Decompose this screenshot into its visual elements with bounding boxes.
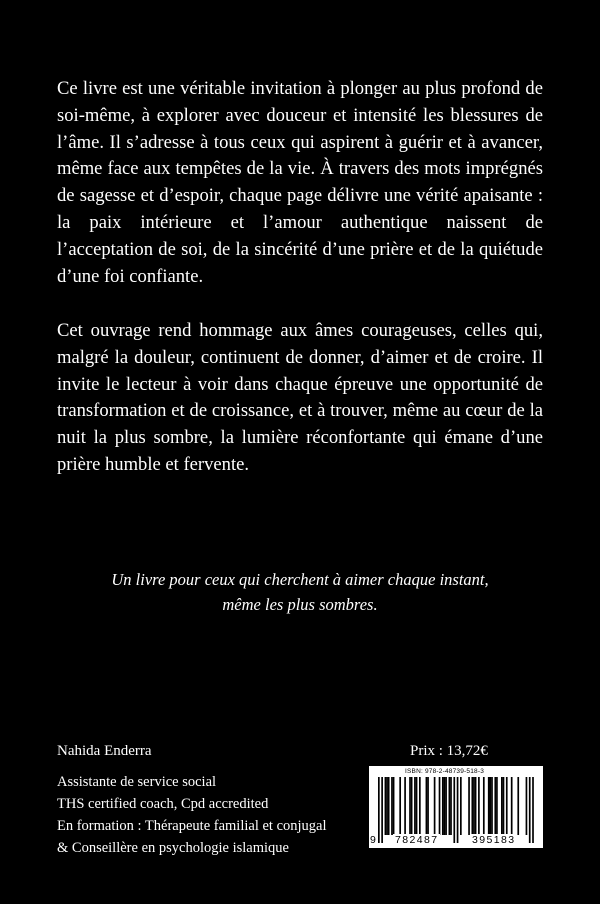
credential-line: THS certified coach, Cpd accredited xyxy=(57,796,269,812)
credential-line: & Conseillère en psychologie islamique xyxy=(57,840,289,856)
barcode-bar xyxy=(483,777,485,835)
credential-line: Assistante de service social xyxy=(57,774,217,790)
author-name: Nahida Enderra xyxy=(57,743,152,759)
barcode-bar xyxy=(404,777,406,835)
barcode-bar xyxy=(449,777,451,835)
barcode-bar xyxy=(501,777,503,835)
barcode-bar xyxy=(427,777,429,835)
price-label: Prix : 13,72€ xyxy=(410,743,488,759)
barcode-bar xyxy=(478,777,480,835)
barcode-bar xyxy=(414,777,416,835)
tagline-line-1: Un livre pour ceux qui cherchent à aimer chaque instant, xyxy=(111,570,489,589)
isbn-number: ISBN: 978-2-48739-518-3 xyxy=(405,768,485,775)
isbn-barcode xyxy=(369,766,543,848)
tagline-line-2: même les plus sombres. xyxy=(222,595,378,614)
barcode-bar xyxy=(409,777,411,835)
description-paragraph-2: Cet ouvrage rend hommage aux âmes courageuses, celles qui, malgré la douleur, continuent de donner, d’aimer et de croire. Il invite le lecteur à voir dans chaque épreuve une opportunité de transformation et de croissance, et à trouver, même au cœur de la nuit la plus sombre, la lumière réconfortante qui émane d’une prière humble et fervente. xyxy=(57,320,543,475)
barcode-bar xyxy=(419,777,421,835)
barcode-bar xyxy=(439,777,441,835)
barcode-bar xyxy=(426,777,428,835)
barcode-bar xyxy=(503,777,505,835)
barcode-bar xyxy=(491,777,493,835)
author-credentials xyxy=(57,771,327,859)
barcode-bar xyxy=(490,777,492,835)
barcode-bar xyxy=(488,777,490,835)
barcode-bar xyxy=(473,777,475,835)
barcode-bar xyxy=(475,777,477,835)
credential-line: En formation : Thérapeute familial et conjugal xyxy=(57,818,327,834)
barcode-bar xyxy=(385,777,387,835)
barcode-bar xyxy=(393,777,395,835)
barcode-bar xyxy=(511,777,513,835)
barcode-left-digits: 782487 xyxy=(395,834,439,846)
barcode-bar xyxy=(399,777,401,835)
barcode-first-digit: 9 xyxy=(370,834,376,846)
barcode-bar xyxy=(471,777,473,835)
barcode-bar xyxy=(378,777,380,843)
barcode-bar xyxy=(517,777,519,835)
barcode-bar xyxy=(532,777,534,843)
barcode-bar xyxy=(468,777,470,835)
barcode-bar xyxy=(386,777,388,835)
description-paragraph-1: Ce livre est une véritable invitation à plonger au plus profond de soi-même, à explorer avec douceur et intensité les blessures de l’âme. Il s’adresse à tous ceux qui aspirent à guérir et à avancer, même face aux tempêtes de la vie. À travers des mots imprégnés de sagesse et d’espoir, chaque page délivre une vérité apaisante : la paix intérieure et l’amour authentique naissent de l’acceptation de soi, de la sincérité d’une prière et de la quiétude d’une foi confiante. xyxy=(57,78,543,287)
barcode-bar xyxy=(460,777,462,835)
barcode-bar xyxy=(450,777,452,835)
tagline xyxy=(0,567,600,617)
barcode-bar xyxy=(381,777,383,843)
barcode-bar xyxy=(391,777,393,835)
barcode-bar xyxy=(457,777,459,843)
barcode-bar xyxy=(496,777,498,835)
barcode-bar xyxy=(529,777,531,843)
barcode-bar xyxy=(526,777,528,835)
barcode-bar xyxy=(442,777,444,835)
barcode-bar xyxy=(494,777,496,835)
barcode-bar xyxy=(416,777,418,835)
barcode-bar xyxy=(445,777,447,835)
barcode-bar xyxy=(411,777,413,835)
barcode-bar xyxy=(388,777,390,835)
barcode-bar xyxy=(444,777,446,835)
barcode-bar xyxy=(453,777,455,843)
barcode-bar xyxy=(434,777,436,835)
barcode-bar xyxy=(506,777,508,835)
barcode-right-digits: 395183 xyxy=(472,834,516,846)
